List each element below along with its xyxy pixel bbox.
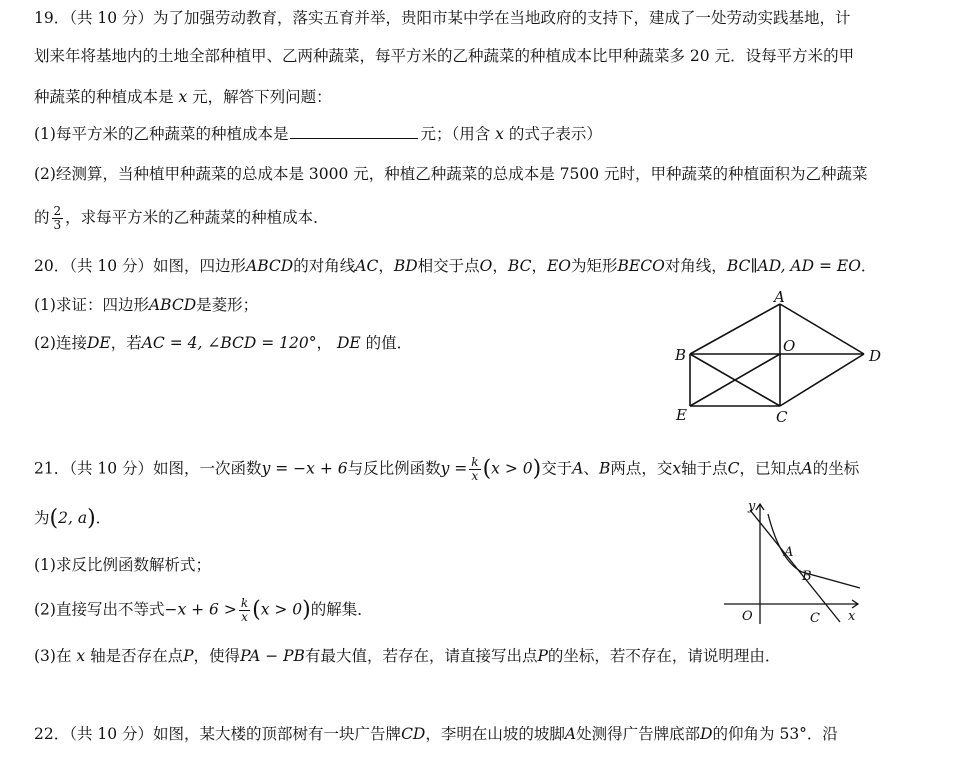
label-b: B bbox=[802, 569, 812, 584]
q19-line2: 划来年将基地内的土地全部种植甲、乙两种蔬菜，每平方米的乙种蔬菜的种植成本比甲种蔬菜多 20 元．设每平方米的甲 bbox=[34, 47, 855, 65]
label-a: A bbox=[784, 545, 794, 560]
q20-part1: (1)求证：四边形ABCD是菱形； bbox=[34, 296, 259, 314]
q21-line2: 为(2, a)． bbox=[34, 506, 112, 531]
q19-part2-line1: (2)经测算，当种植甲种蔬菜的总成本是 3000 元，种植乙种蔬菜的总成本是 7500 元时，甲种蔬菜的种植面积为乙种蔬菜 bbox=[34, 165, 868, 183]
q21-line1: 21．（共 10 分）如图，一次函数y = −x + 6与反比例函数y = $\frac{k}{x}$ (x > 0)交于A、B两点，交x轴于点C，已知点A的坐标 bbox=[34, 455, 860, 483]
inverse-proportion-curve bbox=[768, 514, 860, 588]
q22-line1: 22．（共 10 分）如图，某大楼的顶部树有一块广告牌CD，李明在山坡的坡脚A处测得广告牌底部D的仰角为 53°．沿 bbox=[34, 725, 838, 743]
answer-blank[interactable] bbox=[290, 124, 418, 139]
q19-line1: 19．（共 10 分）为了加强劳动教育，落实五育并举，贵阳市某中学在当地政府的支持下，建成了一处劳动实践基地，计 bbox=[34, 9, 851, 27]
q20-part2: (2)连接DE，若AC = 4, ∠BCD = 120°， DE 的值． bbox=[34, 334, 413, 352]
q20-rhombus-figure bbox=[670, 288, 890, 428]
q19-part2-line2: 的 $\frac{2}{3}$ ，求每平方米的乙种蔬菜的种植成本． bbox=[34, 204, 329, 232]
label-b: B bbox=[675, 346, 687, 364]
label-y: y bbox=[748, 499, 756, 514]
label-c: C bbox=[810, 611, 820, 626]
fraction-k-over-x-2: $\frac{k}{x}$ bbox=[240, 596, 249, 624]
label-o: O bbox=[742, 609, 753, 624]
q21-part1: (1)求反比例函数解析式； bbox=[34, 556, 211, 574]
edge-dc bbox=[780, 354, 864, 406]
label-o: O bbox=[783, 337, 796, 355]
edge-ba bbox=[690, 304, 780, 354]
q19-part1: (1)每平方米的乙种蔬菜的种植成本是 元；（用含 x 的式子表示） bbox=[34, 125, 602, 143]
fraction-two-thirds: $\frac{2}{3}$ bbox=[53, 204, 62, 232]
label-e: E bbox=[676, 406, 687, 424]
label-a: A bbox=[774, 288, 785, 306]
q19-line3: 种蔬菜的种植成本是 x 元，解答下列问题： bbox=[34, 88, 332, 106]
q21-graph-figure bbox=[722, 496, 872, 631]
q20-line1: 20．（共 10 分）如图，四边形ABCD的对角线AC，BD相交于点O，BC，EO为矩形BECO对角线，BC∥AD, AD = EO． bbox=[34, 257, 877, 275]
label-c: C bbox=[776, 408, 788, 426]
q21-part3: (3)在 x 轴是否存在点P，使得PA − PB有最大值，若存在，请直接写出点P的坐标，若不存在，请说明理由． bbox=[34, 647, 781, 665]
linear-function-line bbox=[750, 510, 840, 622]
label-d: D bbox=[869, 347, 882, 365]
q21-part2: (2)直接写出不等式−x + 6 > $\frac{k}{x}$ (x > 0)的解集． bbox=[34, 596, 373, 624]
label-x: x bbox=[848, 609, 856, 624]
fraction-k-over-x: $\frac{k}{x}$ bbox=[471, 455, 479, 483]
